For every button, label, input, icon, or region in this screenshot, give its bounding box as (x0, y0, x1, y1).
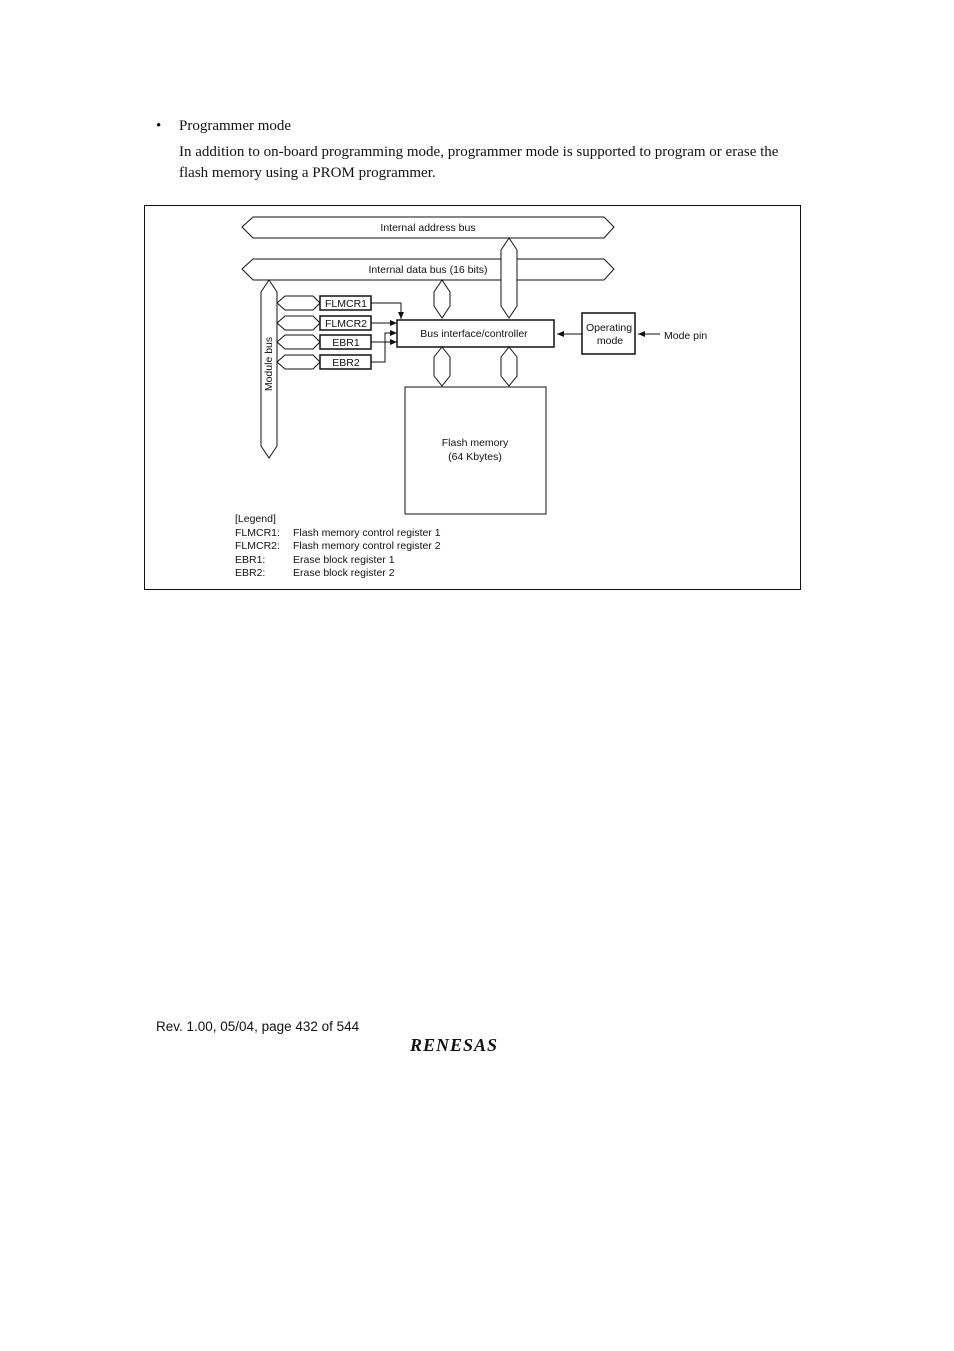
bus-interface-label: Bus interface/controller (420, 328, 528, 340)
legend-item (235, 540, 441, 554)
legend-key: FLMCR1: (235, 526, 280, 539)
legend-desc: Erase block register 2 (293, 567, 395, 580)
flmcr1-register-label: FLMCR1 (324, 298, 368, 310)
data-bus-connector (434, 280, 450, 318)
flash-connector-left (434, 347, 450, 386)
legend-desc: Flash memory control register 1 (293, 526, 441, 539)
legend (235, 513, 441, 581)
flash-memory-label-line1: Flash memory (441, 437, 509, 449)
ebr1-register-label: EBR1 (332, 337, 360, 349)
flash-memory-label-line2: (64 Kbytes) (448, 451, 502, 463)
legend-desc: Erase block register 1 (293, 553, 395, 566)
flmcr2-connector (277, 316, 320, 330)
ebr1-connector (277, 335, 320, 349)
legend-title: [Legend] (235, 513, 276, 525)
internal-address-bus-label: Internal address bus (380, 222, 476, 234)
flmcr1-connector (277, 296, 320, 310)
ebr2-connector (277, 355, 320, 369)
ebr2-arrow (371, 333, 397, 362)
operating-mode-label-line2: mode (596, 335, 624, 347)
flash-connector-right (501, 347, 517, 386)
legend-desc: Flash memory control register 2 (293, 540, 441, 553)
bullet-symbol: • (156, 118, 162, 134)
section-heading: Programmer mode (179, 118, 292, 134)
renesas-logo: RENESAS (410, 1035, 499, 1055)
address-bus-connector (501, 238, 517, 318)
internal-data-bus-label: Internal data bus (16 bits) (368, 264, 488, 276)
ebr2-register-label: EBR2 (332, 357, 360, 369)
legend-item (235, 554, 441, 568)
body-paragraph: In addition to on-board programming mode, programmer mode is supported to program or erase the flash memory using a PROM programmer. (179, 144, 779, 181)
footer-revision: Rev. 1.00, 05/04, page 432 of 544 (156, 1019, 360, 1034)
legend-key: EBR2: (235, 567, 266, 580)
mode-pin-label: Mode pin (664, 330, 708, 342)
legend-item (235, 527, 441, 541)
operating-mode-label-line1: Operating (585, 322, 633, 334)
legend-key: FLMCR2: (235, 540, 280, 553)
legend-item (235, 567, 441, 581)
module-bus-label: Module bus (263, 336, 275, 392)
flmcr1-arrow (371, 303, 401, 319)
flmcr2-register-label: FLMCR2 (324, 318, 368, 330)
legend-key: EBR1: (235, 553, 266, 566)
